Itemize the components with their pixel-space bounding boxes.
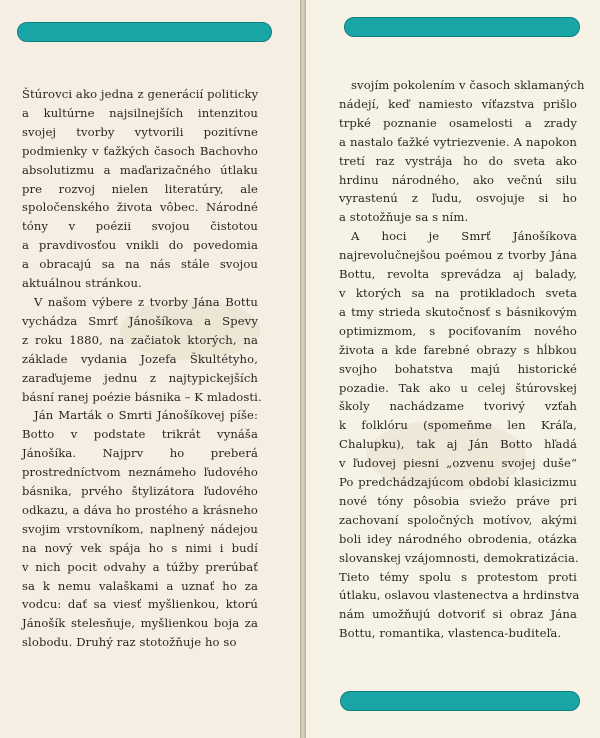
- text-line: V našom výbere z tvorby Jána Bottu: [34, 294, 258, 309]
- text-line: tretí raz vystrája ho do sveta ako: [339, 153, 577, 168]
- text-line: školy nachádzame tvorivý vzťah: [339, 399, 577, 414]
- text-line: svojim vrstovníkom, naplnený nádejou: [22, 521, 258, 536]
- text-line: v ľudovej piesni „ozvenu svojej duše“: [339, 456, 577, 471]
- text-line: a pravdivosťou vnikli do povedomia: [22, 238, 258, 253]
- text-line: vyrastenú z ľudu, osvojuje si ho: [339, 191, 577, 206]
- text-line: a stotožňuje sa s ním.: [339, 210, 469, 225]
- text-line: slobodu. Druhý raz stotožňuje ho so: [22, 635, 237, 650]
- text-line: optimizmom, s pociťovaním nového: [339, 323, 577, 338]
- text-line: zachovaní spoločných motívov, akými: [339, 512, 577, 527]
- text-line: Bottu, romantika, vlastenca-buditeľa.: [339, 626, 562, 641]
- text-line: vodcu: dať sa viesť myšlienkou, ktorú: [22, 597, 258, 612]
- text-line: zaraďujeme jednu z najtypickejších: [22, 370, 258, 385]
- text-line: Štúrovci ako jedna z generácií politicky: [22, 87, 259, 101]
- text-line: z roku 1880, na začiatok ktorých, na: [22, 332, 258, 347]
- text-line: absolutizmu a maďarizačného útlaku: [22, 162, 258, 177]
- text-line: svojím pokolením v časoch sklamaných: [351, 78, 585, 92]
- text-line: boli idey národného obrodenia, otázka: [339, 531, 577, 546]
- text-line: básní ranej poézie básnika – K mladosti.: [22, 389, 262, 404]
- text-line: prostredníctvom neznámeho ľudového: [22, 465, 258, 480]
- text-line: podmienky v ťažkých časoch Bachovho: [22, 143, 258, 158]
- left-text-column: [22, 85, 262, 652]
- text-line: útlaku, oslavou vlastenectva a hrdinstva: [339, 588, 580, 603]
- text-line: trpké poznanie osamelosti a zrady: [339, 115, 577, 130]
- text-line: slovanskej vzájomnosti, demokratizácia.: [339, 550, 579, 565]
- text-line: vychádza Smrť Jánošíkova a Spevy: [22, 313, 258, 328]
- text-line: v nich pocit odvahy a túžby prerúbať: [22, 559, 258, 574]
- text-line: v ktorých sa na protikladoch sveta: [339, 285, 577, 300]
- left-decorative-band: [17, 22, 272, 42]
- text-line: svojej tvorby vytvorili pozitívne: [22, 124, 258, 139]
- text-line: básnika, prvého štylizátora ľudového: [22, 484, 258, 499]
- text-line: svojho bohatstva majú historické: [339, 361, 577, 376]
- text-line: nám umožňujú dotvoriť si obraz Jána: [339, 607, 577, 622]
- text-line: Po predchádzajúcom období klasicizmu: [339, 475, 577, 490]
- text-line: základe vydania Jozefa Škultétyho,: [22, 351, 258, 366]
- text-line: Botto v podstate trikrát vynáša: [22, 427, 258, 442]
- text-line: Bottu, revolta sprevádza aj balady,: [339, 267, 577, 282]
- text-line: a kultúrne najsilnejších intenzitou: [22, 105, 258, 120]
- text-line: Chalupku), tak aj Ján Botto hľadá: [339, 437, 577, 452]
- right-text-column: [339, 76, 585, 643]
- text-line: nové tóny pôsobia sviežo práve pri: [339, 493, 577, 508]
- text-line: spoločenského života vôbec. Národné: [22, 200, 258, 215]
- text-line: sa k nemu valaškami a uznať ho za: [22, 578, 258, 593]
- text-line: a obracajú sa na nás stále svojou: [22, 257, 258, 272]
- text-line: a nastalo ťažké vytriezvenie. A napokon: [339, 134, 577, 149]
- text-line: na nový vek spája ho s nimi i budí: [22, 540, 258, 555]
- text-line: tóny v poézii svojou čistotou: [22, 219, 258, 234]
- text-line: pre rozvoj nielen literatúry, ale: [22, 181, 258, 196]
- text-line: nádejí, keď namiesto víťazstva prišlo: [339, 96, 577, 111]
- text-line: k folklóru (spomeňme len Kráľa,: [339, 418, 577, 433]
- text-line: Ján Marták o Smrti Jánošíkovej píše:: [34, 408, 258, 423]
- text-line: odkazu, a dáva ho prostého a krásneho: [22, 502, 258, 517]
- text-line: najrevolučnejšou poémou z tvorby Jána: [339, 248, 577, 263]
- right-top-decorative-band: [344, 17, 580, 37]
- right-bottom-decorative-band: [340, 691, 580, 711]
- text-line: aktuálnou stránkou.: [22, 276, 142, 291]
- text-line: Tieto témy spolu s protestom proti: [339, 569, 577, 584]
- right-page: [306, 0, 600, 738]
- text-line: Jánošíka. Najprv ho preberá: [22, 446, 258, 461]
- text-line: pozadie. Tak ako u celej štúrovskej: [339, 380, 577, 395]
- text-line: a tmy strieda skutočnosť s básnikovým: [339, 304, 577, 319]
- text-line: hrdinu národného, ako večnú silu: [339, 172, 577, 187]
- text-line: života a kde farebné obrazy s hĺbkou: [339, 342, 577, 357]
- text-line: Jánošík stelesňuje, myšlienkou boja za: [22, 616, 258, 631]
- text-line: A hoci je Smrť Jánošíkova: [351, 229, 577, 244]
